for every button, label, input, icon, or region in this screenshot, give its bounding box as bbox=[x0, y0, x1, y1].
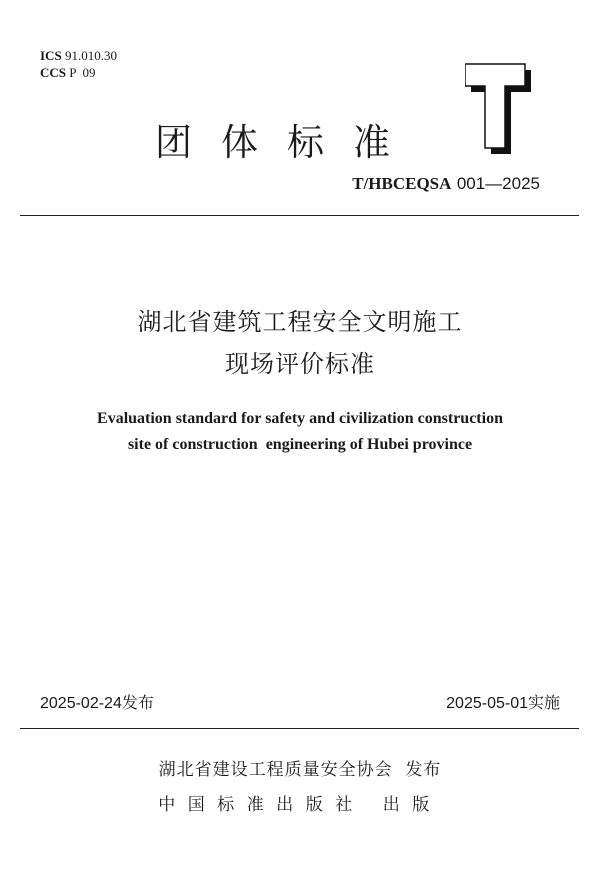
ics-code bbox=[40, 47, 117, 64]
title-cn-line2: 现场评价标准 bbox=[225, 350, 375, 378]
standard-mark-t-logo bbox=[465, 62, 531, 154]
publishing-house: 中国标准出版社 出版 bbox=[158, 795, 442, 815]
standard-number bbox=[352, 174, 540, 194]
ics-value: 91.010.30 bbox=[64, 48, 117, 63]
classification-codes bbox=[40, 47, 117, 81]
issue-date: 2025-02-24发布 bbox=[40, 695, 154, 712]
ics-label: ICS bbox=[40, 48, 62, 63]
title-cn-line1: 湖北省建筑工程安全文明施工 bbox=[137, 308, 463, 336]
ccs-code bbox=[40, 64, 117, 81]
ccs-label: CCS bbox=[40, 65, 67, 80]
standard-type-heading: 团体标准 bbox=[155, 121, 419, 164]
title-en-line1: Evaluation standard for safety and civilization construction bbox=[97, 410, 503, 427]
issuing-organization: 湖北省建设工程质量安全协会 发布 bbox=[158, 760, 442, 780]
implementation-date: 2025-05-01实施 bbox=[446, 695, 560, 712]
title-en-line2: site of construction engineering of Hubei province bbox=[127, 436, 473, 453]
standard-number-prefix: T/HBCEQSA bbox=[352, 174, 452, 193]
top-divider bbox=[20, 215, 579, 216]
ccs-value: P 09 bbox=[69, 65, 96, 80]
standard-number-value: 001—2025 bbox=[456, 174, 540, 193]
standard-mark-letter: T bbox=[495, 121, 497, 123]
bottom-divider bbox=[20, 728, 579, 729]
